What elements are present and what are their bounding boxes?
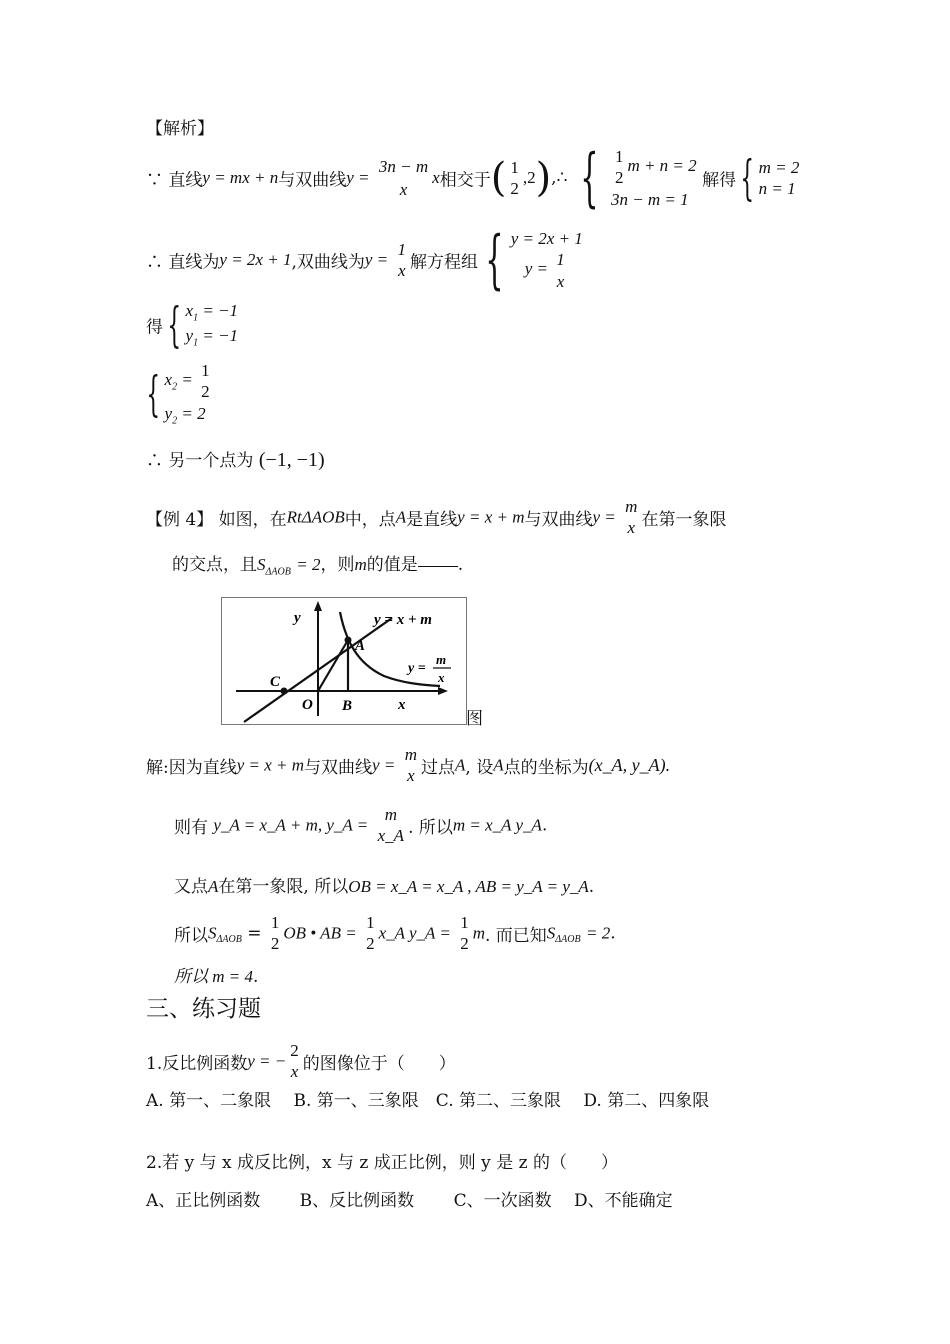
therefore-symbol: ∴ <box>556 168 568 188</box>
system-2: m = 2 n = 1 <box>758 157 800 198</box>
solution-line-3: 又点A在第一象限, 所以OB = x_A = x_A , AB = y_A = y_A. <box>174 877 595 897</box>
system-3: y = 2x + 1 y = 1 x <box>510 229 583 291</box>
point-rest: ,2 <box>522 168 536 187</box>
figure-suffix: 图 <box>466 709 483 729</box>
analysis-line1-eq2: y = <box>346 168 370 187</box>
analysis-line-1: ∵ 直线y = mx + n与双曲线y = 3n − m x x相交于( 1 2 ,2),∴ { 1 2 m + n = 2 3n − m = 1 解得{ m = 2 n = 1 <box>146 141 800 215</box>
question-2: 2.若 y 与 x 成反比例，x 与 z 成正比例，则 y 是 z 的（ ） <box>146 1153 618 1173</box>
example4-figure <box>221 597 467 725</box>
label-y: y <box>294 610 301 626</box>
practice-heading: 三、练习题 <box>146 996 261 1022</box>
x-axis-arrow <box>438 687 448 695</box>
solution-set-2: { $x_2$ = 1 2 $y_2 = 2$ <box>146 361 210 426</box>
analysis-line1-prefix: ∵ 直线 <box>146 170 203 191</box>
example4-line-1: 【例 4】 如图，在RtΔAOB中，点A是直线y = x + m与双曲线y = m x 在第一象限 <box>146 497 727 538</box>
analysis-line1-suffix: 相交于 <box>439 170 491 191</box>
label-B: B <box>342 698 353 714</box>
analysis-line1-fraction: 3n − m x <box>378 157 429 199</box>
other-point-line: ∴ 另一个点为 (−1, −1) <box>146 449 325 471</box>
solution-line-4: 所以$S_{\Delta AOB}$ = 1 2 OB • AB = 1 2 x_A y_A = 1 2 m. 而已知$S_{\Delta AOB} = 2$. <box>174 913 616 954</box>
solution-line-1: 解:因为直线y = x + m与双曲线y = m x 过点A, 设A点的坐标为(x_A, y_A). <box>146 745 671 786</box>
point-C <box>281 688 288 695</box>
answer-blank <box>418 565 458 567</box>
question-2-options: A、正比例函数 B、反比例函数 C、一次函数 D、不能确定 <box>146 1191 673 1211</box>
question-1-options: A. 第一、二象限 B. 第一、三象限 C. 第二、三象限 D. 第二、四象限 <box>146 1091 710 1111</box>
label-curve-lhs: y = <box>408 661 426 676</box>
point-A <box>345 637 352 644</box>
analysis-heading: 【解析】 <box>146 119 214 139</box>
label-C: C <box>270 674 281 690</box>
analysis-line1-mid: 与双曲线 <box>278 170 347 191</box>
label-line-eq: y = x + m <box>374 612 432 628</box>
label-x: x <box>398 697 406 713</box>
y-axis-arrow <box>314 601 322 611</box>
label-O: O <box>302 697 313 713</box>
example4-label: 【例 4】 <box>146 509 214 530</box>
solution-line-5: 所以 m = 4. <box>174 967 259 987</box>
label-curve-num: m <box>436 652 447 667</box>
question-1: 1.反比例函数y = − 2 x 的图像位于（ ） <box>146 1041 456 1082</box>
point-fraction: 1 2 <box>510 157 519 198</box>
analysis-line1-eq1: y = mx + n <box>202 168 279 187</box>
figure-graph <box>222 598 466 724</box>
solution-line-2: 则有 y_A = x_A + m, y_A = m x_A . 所以m = x_A y_A. <box>174 805 548 846</box>
example4-line-2: 的交点，且$S_{\Delta AOB} = 2$，则m的值是 . <box>172 555 464 578</box>
solution-set-1: 得{ $x_1 = -1$ $y_1 = -1$ <box>146 296 239 353</box>
system-1: 1 2 m + n = 2 3n − m = 1 <box>610 147 697 209</box>
label-A: A <box>355 638 366 654</box>
label-curve-den: x <box>438 670 445 685</box>
solved-label: 解得 <box>702 170 737 191</box>
analysis-line-2: ∴ 直线为y = 2x + 1,双曲线为y = 1 x 解方程组 { y = 2x + 1 y = 1 x <box>146 223 583 297</box>
